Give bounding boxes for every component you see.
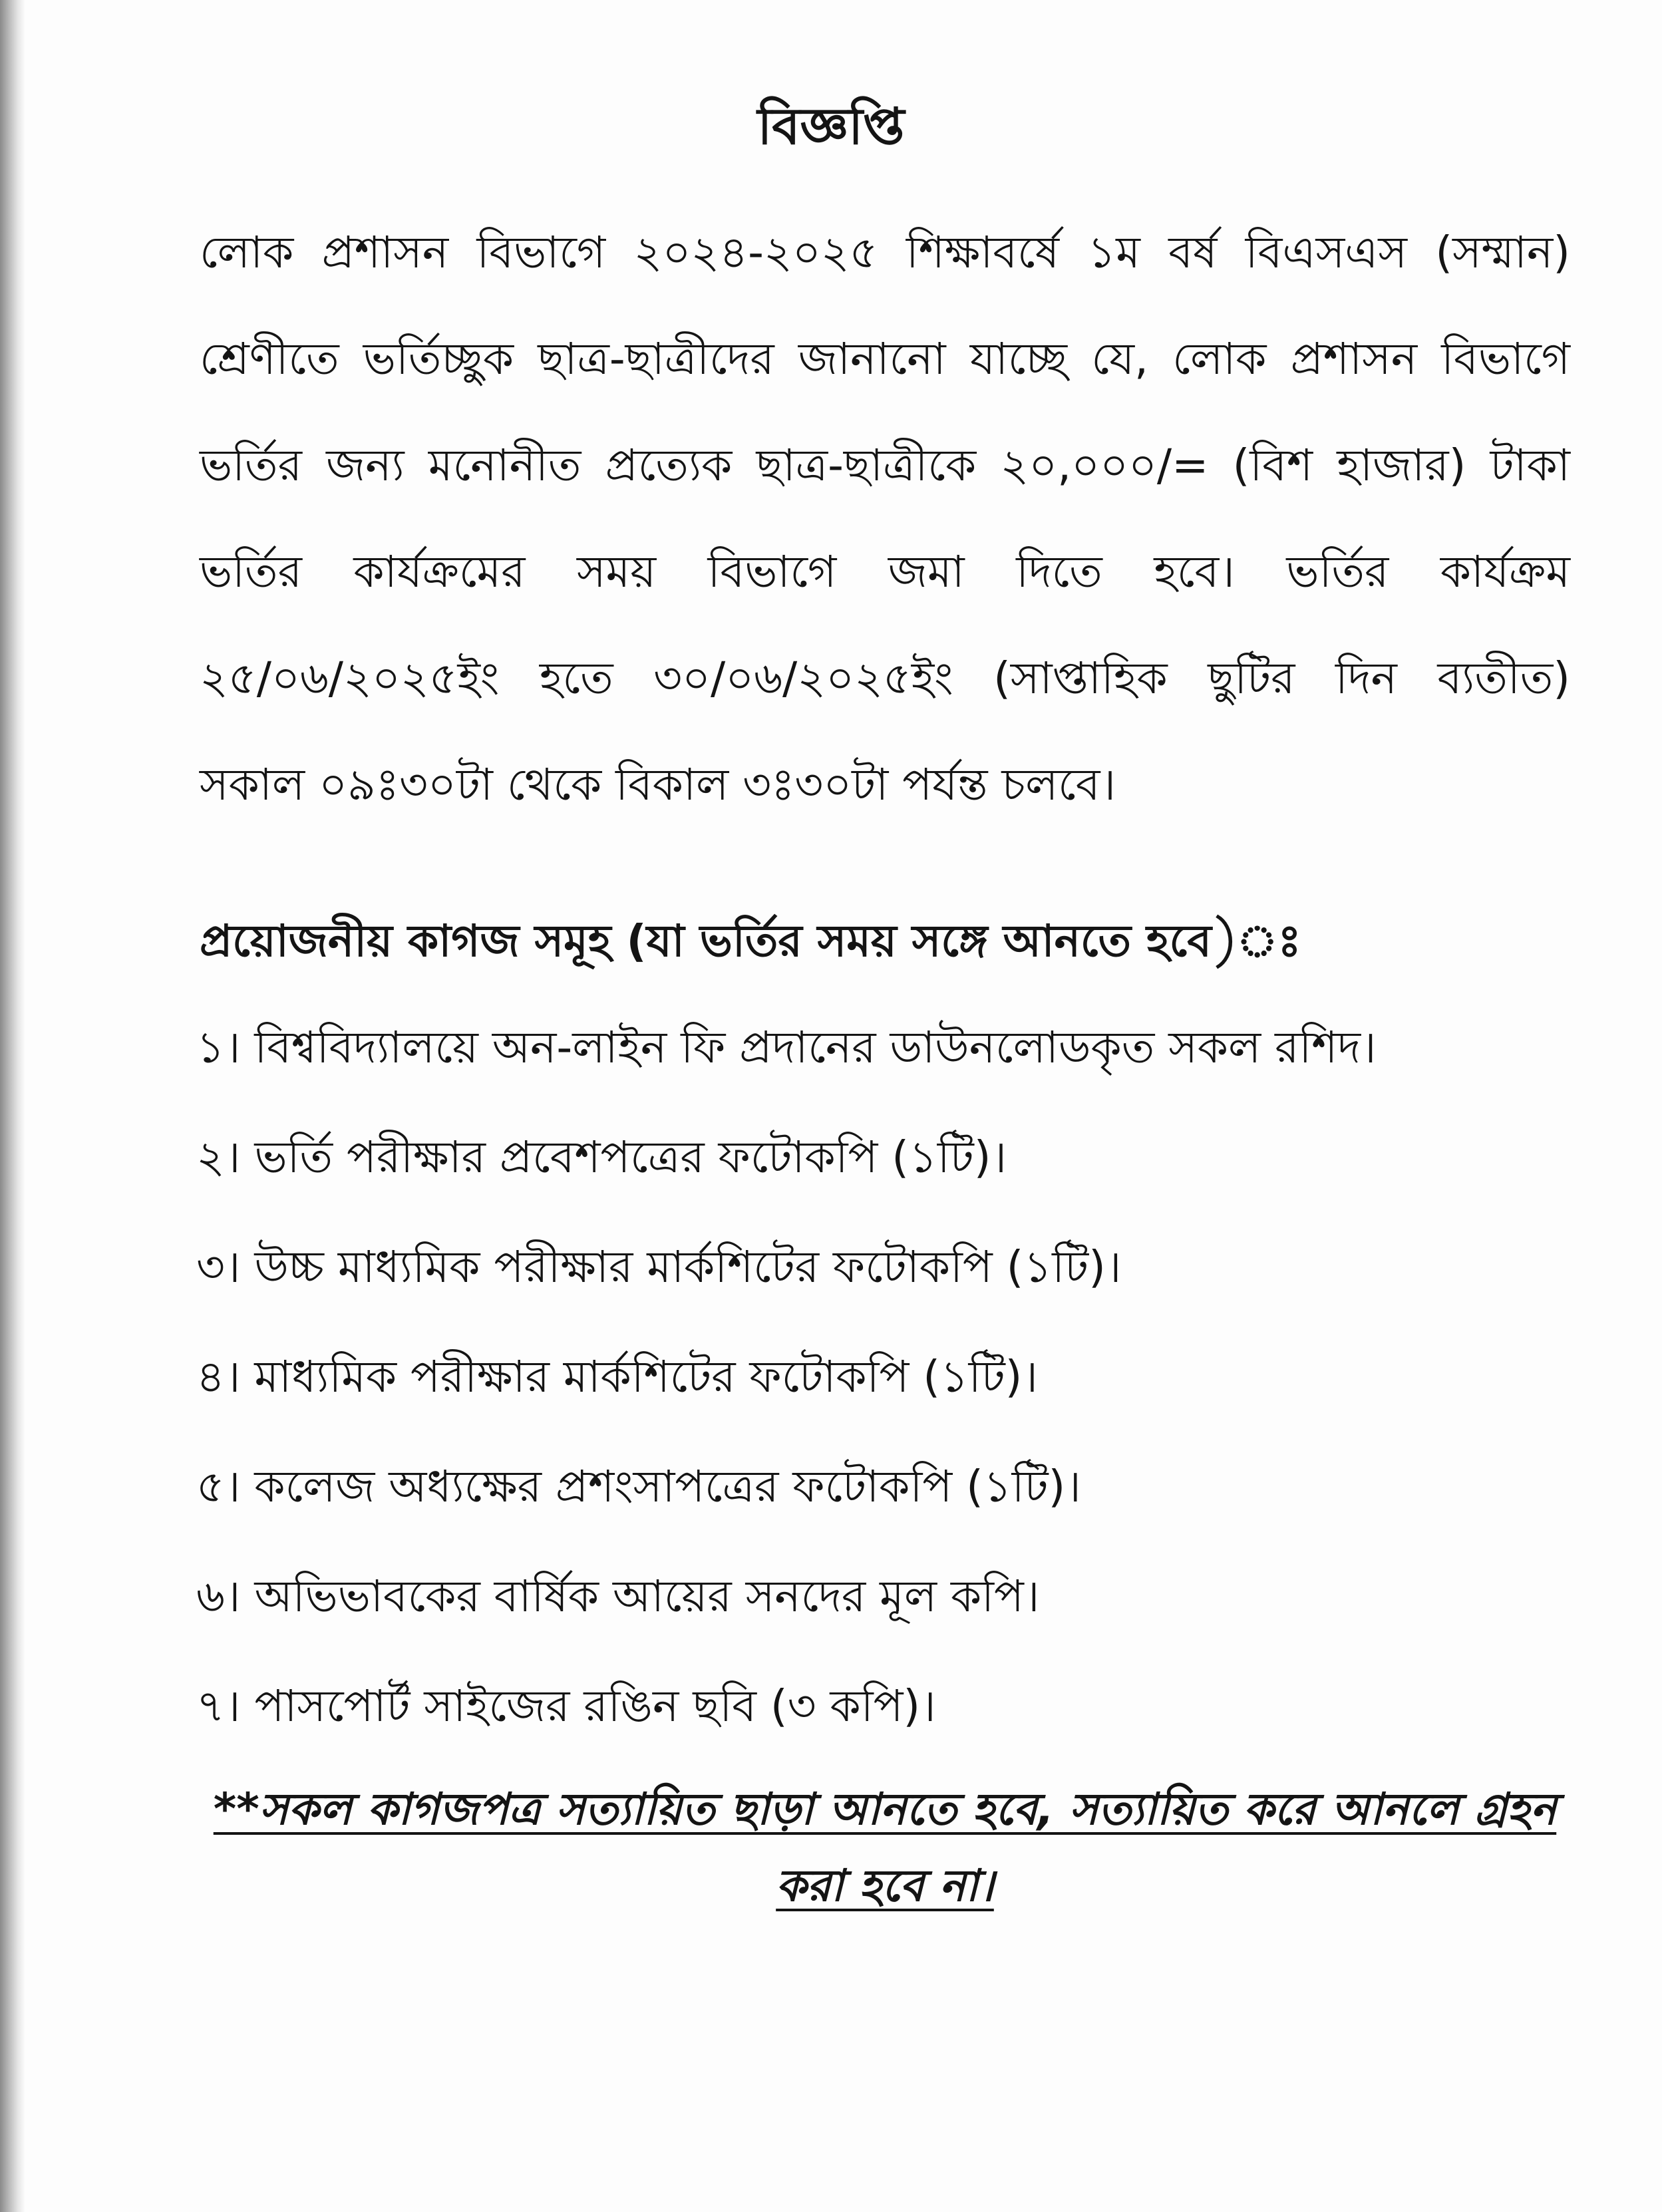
warning-text-2: করা হবে না। <box>776 1860 994 1911</box>
paragraph-line-3: ভর্তির জন্য মনোনীত প্রত্যেক ছাত্র-ছাত্রীকে ২০,০০০/= (বিশ হাজার) টাকা <box>200 440 1570 491</box>
document-item-2: ২। ভর্তি পরীক্ষার প্রবেশপত্রের ফটোকপি (১টি)। <box>196 1132 1007 1183</box>
warning-line-2 <box>200 1849 1570 1923</box>
document-item-5: ৫। কলেজ অধ্যক্ষের প্রশংসাপত্রের ফটোকপি (১টি)। <box>196 1461 1081 1512</box>
paragraph-line-6: সকাল ০৯ঃ৩০টা থেকে বিকাল ৩ঃ৩০টা পর্যন্ত চলবে। <box>200 759 1116 810</box>
document-item-3: ৩। উচ্চ মাধ্যমিক পরীক্ষার মার্কশিটের ফটোকপি (১টি)। <box>196 1241 1122 1293</box>
document-item-6: ৬। অভিভাবকের বার্ষিক আয়ের সনদের মূল কপি। <box>196 1571 1040 1622</box>
document-item-1: ১। বিশ্ববিদ্যালয়ে অন-লাইন ফি প্রদানের ডাউনলোডকৃত সকল রশিদ। <box>196 1022 1377 1073</box>
warning-line-1 <box>200 1773 1570 1846</box>
paragraph-line-2: শ্রেণীতে ভর্তিচ্ছুক ছাত্র-ছাত্রীদের জানানো যাচ্ছে যে, লোক প্রশাসন বিভাগে <box>200 333 1570 385</box>
document-item-4: ৪। মাধ্যমিক পরীক্ষার মার্কশিটের ফটোকপি (১টি)। <box>196 1351 1039 1402</box>
warning-text-1: **সকল কাগজপত্র সত্যায়িত ছাড়া আনতে হবে, সত্যায়িত করে আনলে গ্রহন <box>213 1784 1557 1835</box>
notice-title: বিজ্ঞপ্তি <box>757 96 905 156</box>
paragraph-line-1: লোক প্রশাসন বিভাগে ২০২৪-২০২৫ শিক্ষাবর্ষে ১ম বর্ষ বিএসএস (সম্মান) <box>200 227 1570 278</box>
paragraph-line-4: ভর্তির কার্যক্রমের সময় বিভাগে জমা দিতে হবে। ভর্তির কার্যক্রম <box>200 546 1570 597</box>
scan-shadow-edge <box>0 0 25 2212</box>
documents-heading: প্রয়োজনীয় কাগজ সমূহ (যা ভর্তির সময় সঙ্গে আনতে হবে)ঃ <box>200 915 1301 967</box>
document-item-7: ৭। পাসপোর্ট সাইজের রঙিন ছবি (৩ কপি)। <box>196 1680 936 1732</box>
paragraph-line-5: ২৫/০৬/২০২৫ইং হতে ৩০/০৬/২০২৫ইং (সাপ্তাহিক ছুটির দিন ব্যতীত) <box>200 653 1570 704</box>
